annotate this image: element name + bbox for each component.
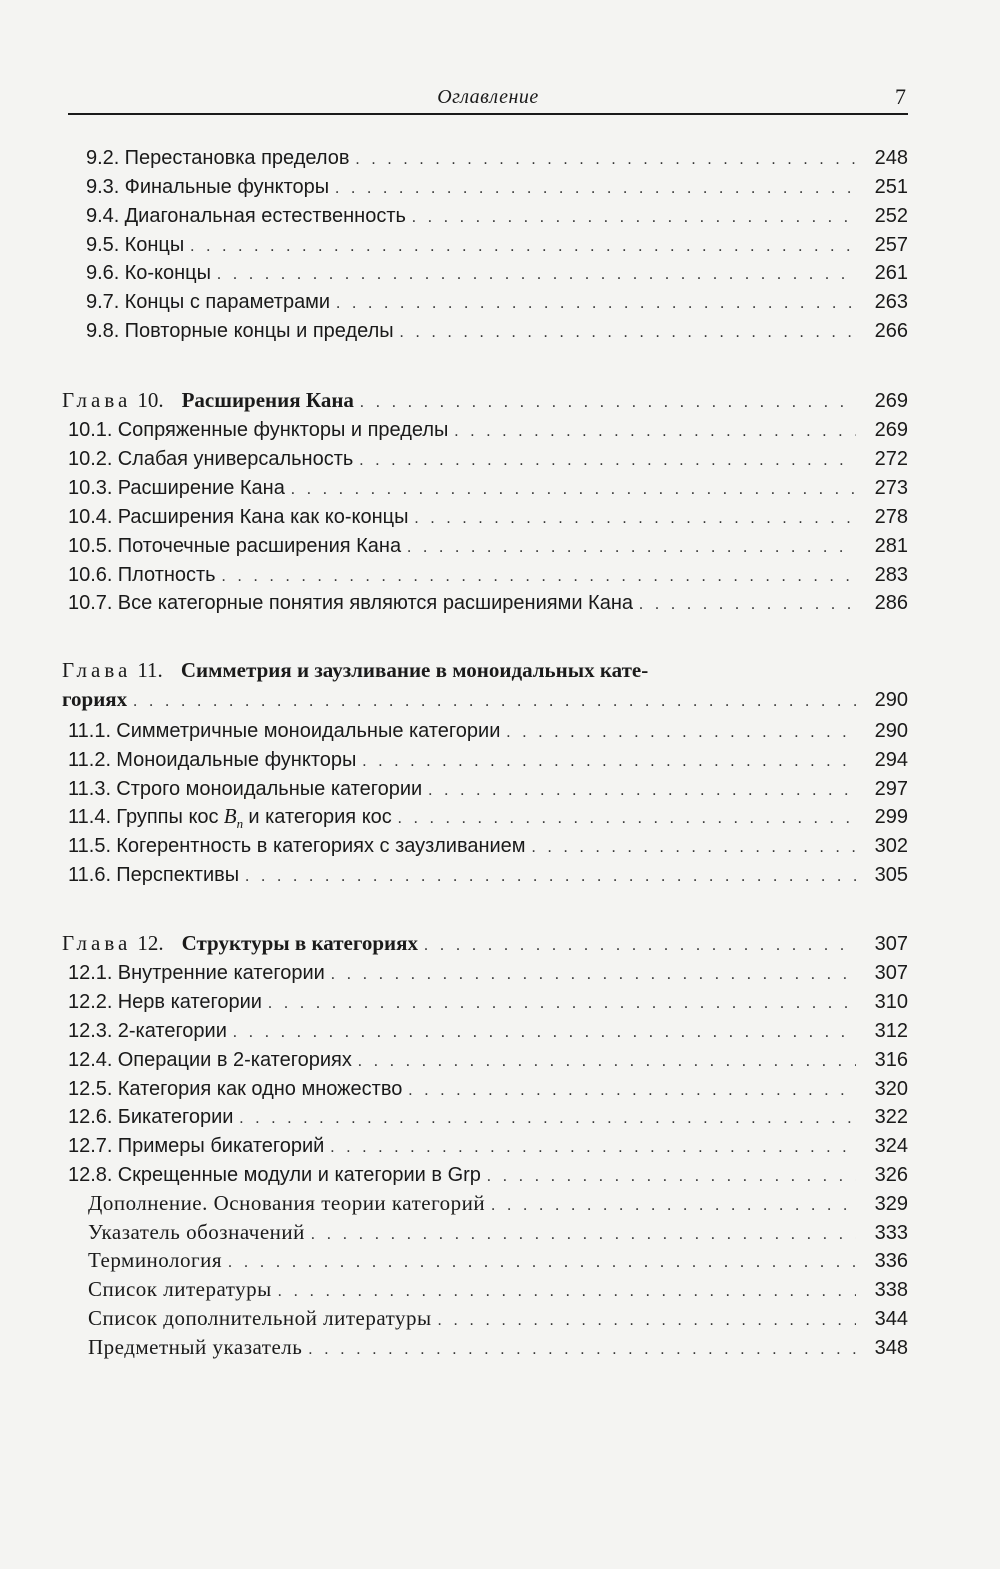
toc-page-ref: 269 — [874, 390, 908, 412]
toc-entry[interactable]: 12.4. Операции в 2-категориях . . . 316 — [68, 1045, 908, 1073]
toc-entry[interactable]: 10.1. Сопряженные функторы и пределы . . . 269 — [68, 415, 908, 443]
toc-chapter-12[interactable]: Глава 12. Структуры в категориях . . . 307 — [62, 929, 908, 957]
toc-page-ref: 344 — [874, 1308, 908, 1330]
toc-page-ref: 320 — [874, 1078, 908, 1100]
toc-page-ref: 257 — [874, 234, 908, 256]
toc-page-ref: 290 — [874, 720, 908, 742]
toc-entry[interactable]: 11.5. Когерентность в категориях с заузливанием . . . 302 — [68, 831, 908, 859]
toc-entry[interactable]: 11.2. Моноидальные функторы . . . 294 — [68, 745, 908, 773]
toc-entry[interactable]: 10.7. Все категорные понятия являются расширениями Кана . . . 286 — [68, 588, 908, 616]
toc-chapter-11[interactable]: гориях . . . 290 — [62, 685, 908, 713]
toc-entry[interactable]: 11.4. Группы кос $B_n$ и категория кос . . . 299 — [68, 802, 908, 830]
header-title: Оглавление — [437, 86, 539, 108]
toc-page-ref: 310 — [874, 991, 908, 1013]
toc-page-ref: 322 — [874, 1106, 908, 1128]
toc-page-ref: 307 — [874, 933, 908, 955]
toc-entry[interactable]: 10.2. Слабая универсальность . . . 272 — [68, 444, 908, 472]
toc-appendix-entry[interactable]: Указатель обозначений . . . 333 — [88, 1218, 908, 1246]
toc-page-ref: 283 — [874, 564, 908, 586]
toc-appendix-entry[interactable]: Список литературы . . . 338 — [88, 1275, 908, 1303]
toc-entry[interactable]: 9.5. Концы . . . 257 — [86, 230, 908, 258]
toc-page-ref: 329 — [874, 1193, 908, 1215]
toc-entry[interactable]: 9.2. Перестановка пределов . . . 248 — [86, 143, 908, 171]
toc-entry[interactable]: 12.6. Бикатегории . . . 322 — [68, 1102, 908, 1130]
toc-entry[interactable]: 10.5. Поточечные расширения Кана . . . 281 — [68, 531, 908, 559]
toc-page-ref: 338 — [874, 1279, 908, 1301]
toc-entry[interactable]: 9.4. Диагональная естественность . . . 252 — [86, 201, 908, 229]
toc-page-ref: 286 — [874, 592, 908, 614]
running-header — [68, 84, 908, 112]
toc-page-ref: 299 — [874, 806, 908, 828]
toc-page-ref: 261 — [874, 262, 908, 284]
header-page-number: 7 — [895, 84, 906, 109]
toc-page-ref: 297 — [874, 778, 908, 800]
toc-appendix-entry[interactable]: Терминология . . . 336 — [88, 1246, 908, 1274]
toc-entry[interactable]: 9.7. Концы с параметрами . . . 263 — [86, 287, 908, 315]
toc-page-ref: 324 — [874, 1135, 908, 1157]
toc-page-ref: 269 — [874, 419, 908, 441]
toc-entry[interactable]: 10.3. Расширение Кана . . . 273 — [68, 473, 908, 501]
toc-page-ref: 251 — [874, 176, 908, 198]
toc-page-ref: 290 — [874, 689, 908, 711]
toc-entry[interactable]: 10.4. Расширения Кана как ко-концы . . . 278 — [68, 502, 908, 530]
toc-page-ref: 305 — [874, 864, 908, 886]
toc-page-ref: 302 — [874, 835, 908, 857]
toc-entry[interactable]: 12.8. Скрещенные модули и категории в Grp . . . 326 — [68, 1160, 908, 1188]
toc-entry[interactable]: 12.5. Категория как одно множество . . . 320 — [68, 1074, 908, 1102]
toc-page-ref: 307 — [874, 962, 908, 984]
toc-entry[interactable]: 9.3. Финальные функторы . . . 251 — [86, 172, 908, 200]
math-symbol: B — [223, 804, 237, 828]
toc-entry[interactable]: 12.1. Внутренние категории . . . 307 — [68, 958, 908, 986]
toc-chapter-11-title[interactable]: Глава 11. Симметрия и заузливание в моноидальных кате- — [62, 658, 649, 682]
toc-entry[interactable]: 11.3. Строго моноидальные категории . . . 297 — [68, 774, 908, 802]
toc-page-ref: 278 — [874, 506, 908, 528]
toc-appendix-entry[interactable]: Список дополнительной литературы . . . 344 — [88, 1304, 908, 1332]
toc-page-ref: 333 — [874, 1222, 908, 1244]
toc-entry[interactable]: 12.7. Примеры бикатегорий . . . 324 — [68, 1131, 908, 1159]
toc-page-ref: 294 — [874, 749, 908, 771]
toc-page-ref: 348 — [874, 1337, 908, 1359]
toc-page-ref: 316 — [874, 1049, 908, 1071]
toc-page-ref: 263 — [874, 291, 908, 313]
toc-page-ref: 281 — [874, 535, 908, 557]
toc-appendix-entry[interactable]: Предметный указатель . . . 348 — [88, 1333, 908, 1361]
toc-page-ref: 252 — [874, 205, 908, 227]
toc-page-ref: 266 — [874, 320, 908, 342]
toc-page-ref: 326 — [874, 1164, 908, 1186]
toc-chapter-10[interactable]: Глава 10. Расширения Кана . . . 269 — [62, 386, 908, 414]
toc-page-ref: 248 — [874, 147, 908, 169]
toc-entry[interactable]: 12.3. 2-категории . . . 312 — [68, 1016, 908, 1044]
toc-entry[interactable]: 11.1. Симметричные моноидальные категории . . . 290 — [68, 716, 908, 744]
toc-entry[interactable]: 12.2. Нерв категории . . . 310 — [68, 987, 908, 1015]
toc-page-ref: 336 — [874, 1250, 908, 1272]
toc-entry[interactable]: 9.6. Ко-концы . . . 261 — [86, 258, 908, 286]
toc-appendix-entry[interactable]: Дополнение. Основания теории категорий . . . 329 — [88, 1189, 908, 1217]
header-rule — [68, 113, 908, 115]
toc-page-ref: 272 — [874, 448, 908, 470]
toc-page-ref: 273 — [874, 477, 908, 499]
toc-entry[interactable]: 11.6. Перспективы . . . 305 — [68, 860, 908, 888]
toc-entry[interactable]: 10.6. Плотность . . . 283 — [68, 560, 908, 588]
toc-page-ref: 312 — [874, 1020, 908, 1042]
toc-entry[interactable]: 9.8. Повторные концы и пределы . . . 266 — [86, 316, 908, 344]
